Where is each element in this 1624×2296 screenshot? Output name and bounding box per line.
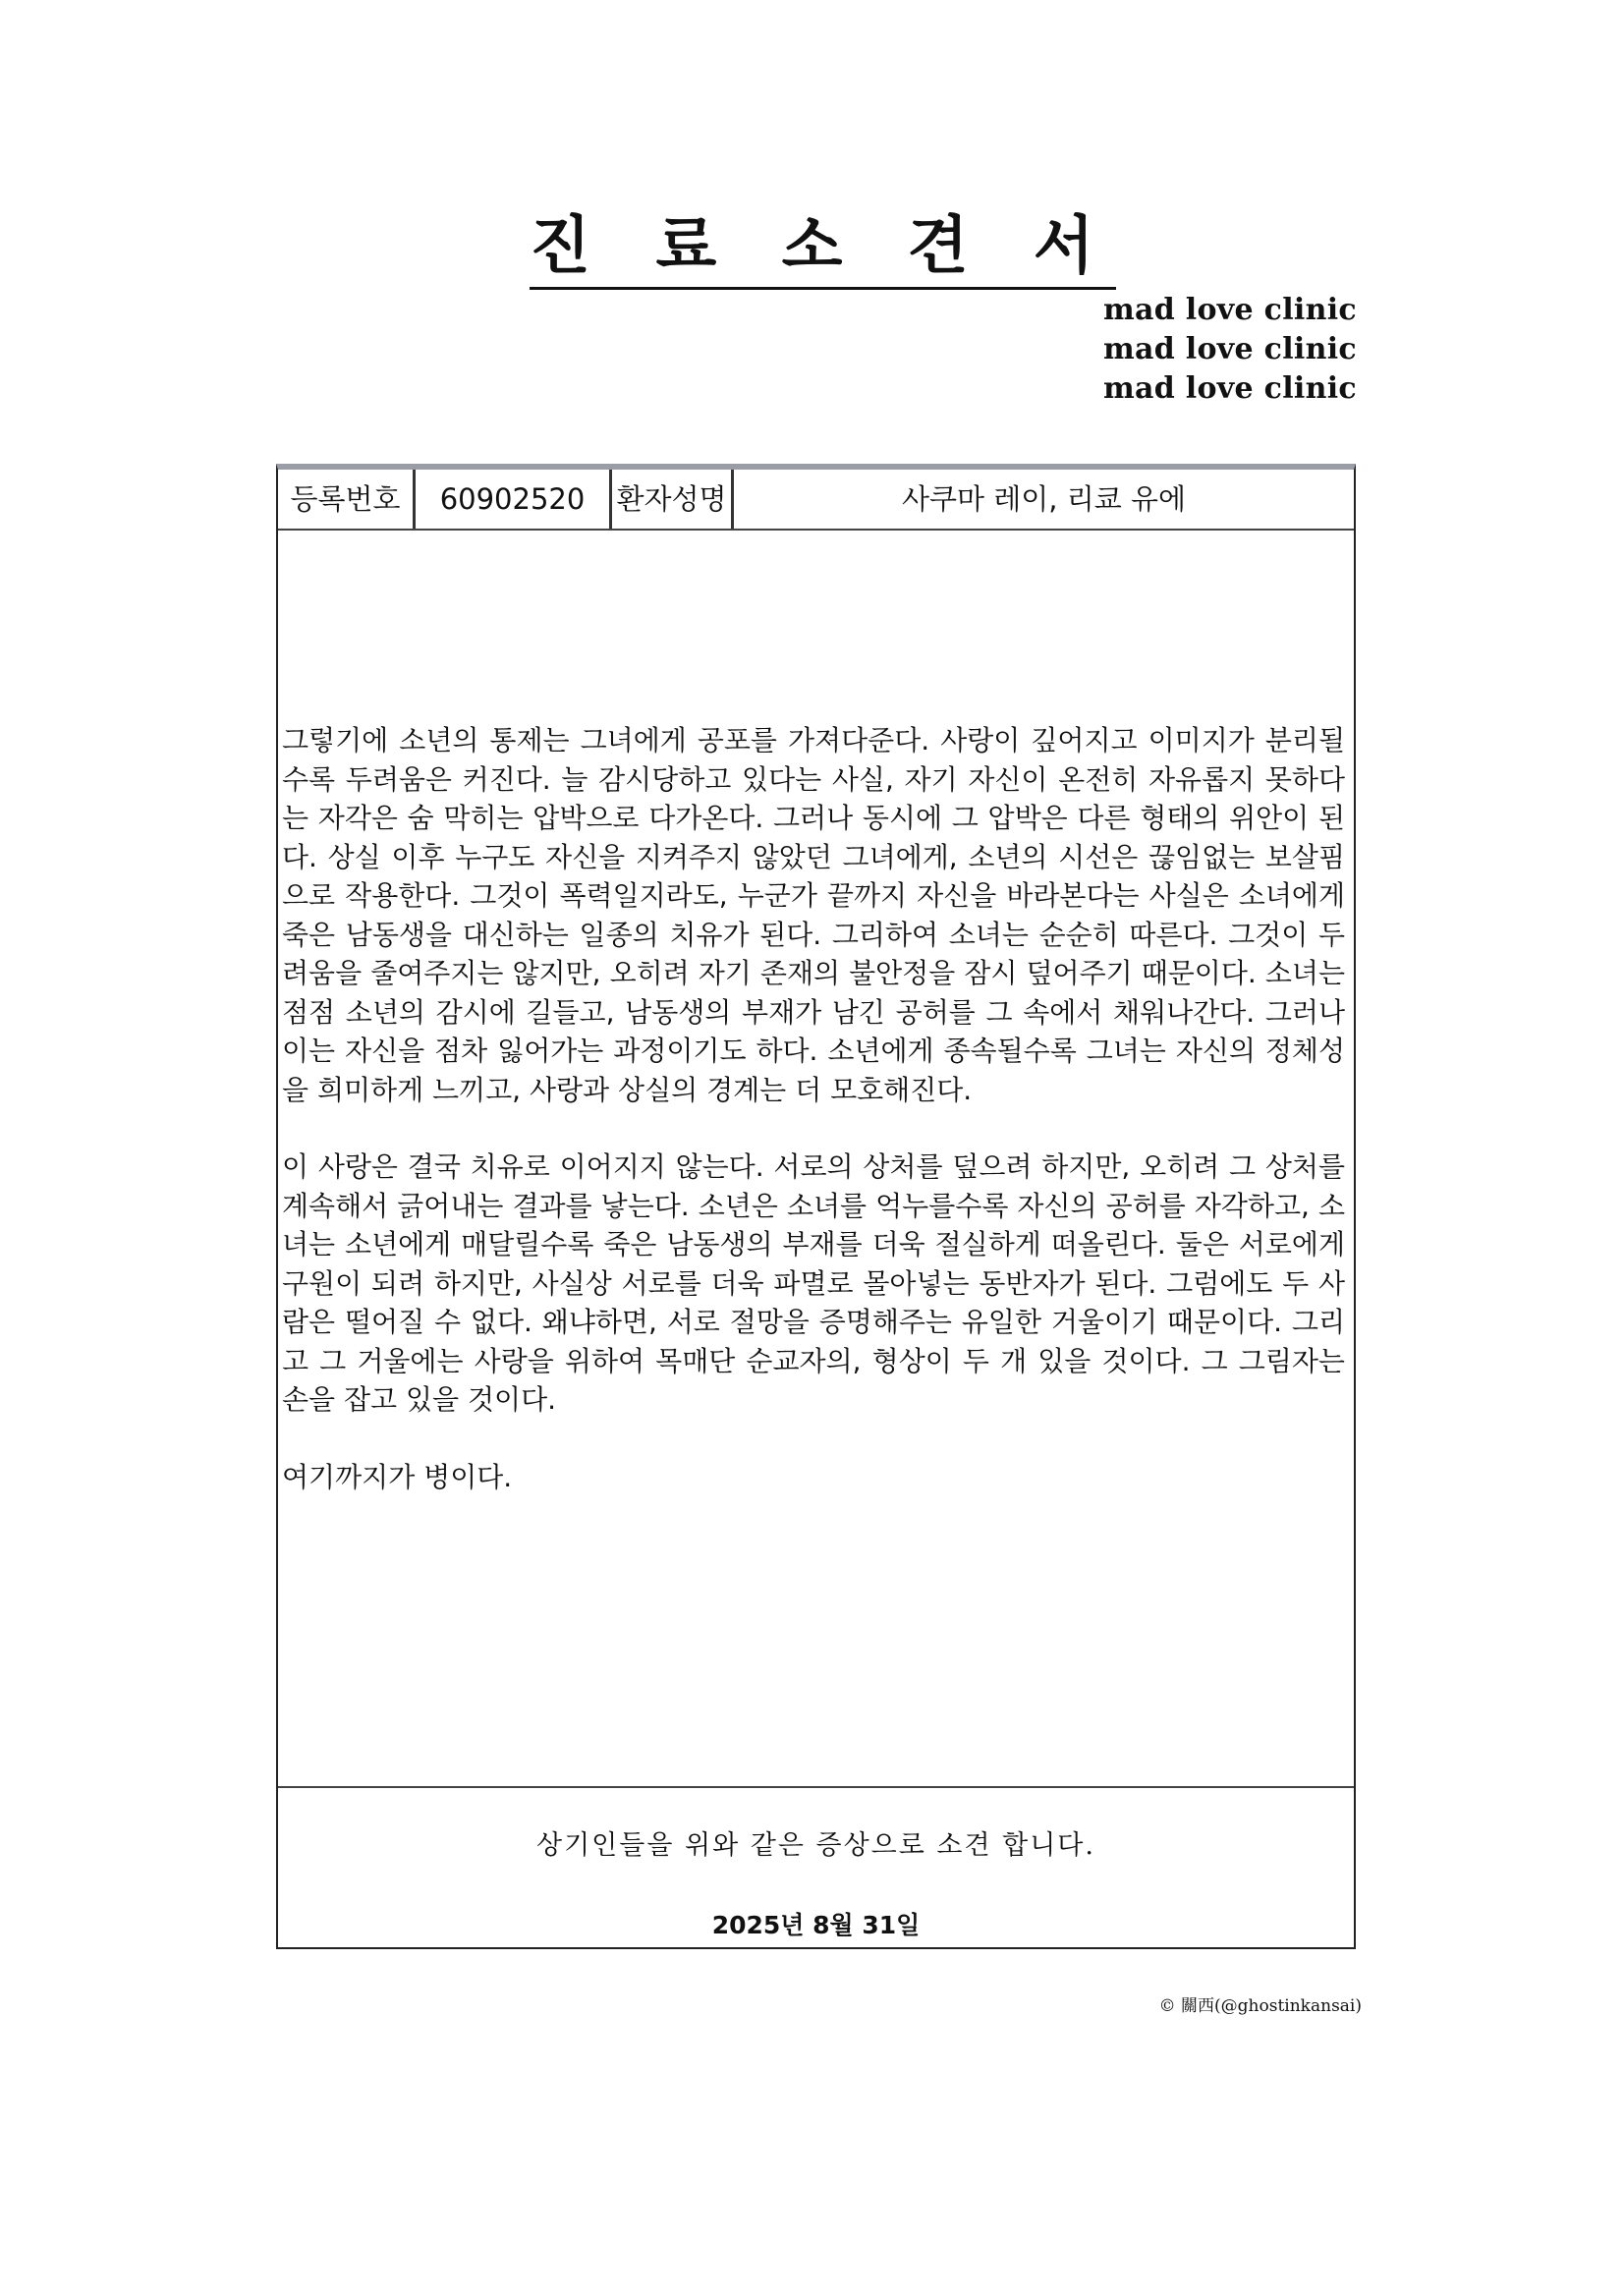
opinion-paragraph: 여기까지가 병이다. [282,1460,513,1493]
clinic-name-block [1103,291,1357,409]
clinic-name-line: mad love clinic [1102,371,1357,406]
form-footer [278,1786,1354,1953]
medical-opinion-form [276,464,1356,1949]
opinion-paragraph: 이 사랑은 결국 치유로 이어지지 않는다. 서로의 상처를 덮으려 하지만, 오히려 그 상처를 계속해서 긁어내는 결과를 낳는다. 소년은 소녀를 억누를수록 자신의 공허를 자각하고, 소녀는 소년에게 매달릴수록 죽은 남동생의 부재를 더욱 절실하게 떠올린다. 둘은 서로에게 구원이 되려 하지만, 사실상 서로를 더욱 파멸로 몰아넣는 동반자가 된다. 그럼에도 두 사람은 떨어질 수 없다. 왜냐하면, 서로 절망을 증명해주는 유일한 거울이기 때문이다. 그리고 그 거울에는 사랑을 위하여 목매단 순교자의, 형상이 두 개 있을 것이다. 그 그림자는 손을 잡고 있을 것이다. [282,1150,1345,1416]
clinic-name-line: mad love clinic [1102,332,1357,366]
registration-number-value: 60902520 [416,470,612,529]
conclusion-statement: 상기인들을 위와 같은 증상으로 소견 합니다. [536,1830,1095,1861]
copyright-credit: © 關西(@ghostinkansai) [1158,1996,1362,2016]
form-header-row [278,470,1354,531]
opinion-body [282,721,1345,1535]
patient-name-value: 사쿠마 레이, 리쿄 유에 [902,482,1186,516]
issue-date: 2025년 8월 31일 [711,1911,921,1939]
clinic-name-line: mad love clinic [1102,293,1357,327]
patient-name-label: 환자성명 [612,470,734,529]
opinion-paragraph: 그렇기에 소년의 통제는 그녀에게 공포를 가져다준다. 사랑이 깊어지고 이미지가 분리될수록 두려움은 커진다. 늘 감시당하고 있다는 사실, 자기 자신이 온전히 자유롭지 못하다는 자각은 숨 막히는 압박으로 다가온다. 그러나 동시에 그 압박은 다른 형태의 위안이 된다. 상실 이후 누구도 자신을 지켜주지 않았던 그녀에게, 소년의 시선은 끊임없는 보살핌으로 작용한다. 그것이 폭력일지라도, 누군가 끝까지 자신을 바라본다는 사실은 소녀에게 죽은 남동생을 대신하는 일종의 치유가 된다. 그리하여 소녀는 순순히 따른다. 그것이 두려움을 줄여주지는 않지만, 오히려 자기 존재의 불안정을 잠시 덮어주기 때문이다. 소녀는 점점 소년의 감시에 길들고, 남동생의 부재가 남긴 공허를 그 속에서 채워나간다. 그러나 이는 자신을 점차 잃어가는 과정이기도 하다. 소년에게 종속될수록 그녀는 자신의 정체성을 희미하게 느끼고, 사랑과 상실의 경계는 더 모호해진다. [282,724,1345,1106]
document-title: 진 료 소 견 서 [0,208,1624,290]
registration-number-label: 등록번호 [278,470,416,529]
